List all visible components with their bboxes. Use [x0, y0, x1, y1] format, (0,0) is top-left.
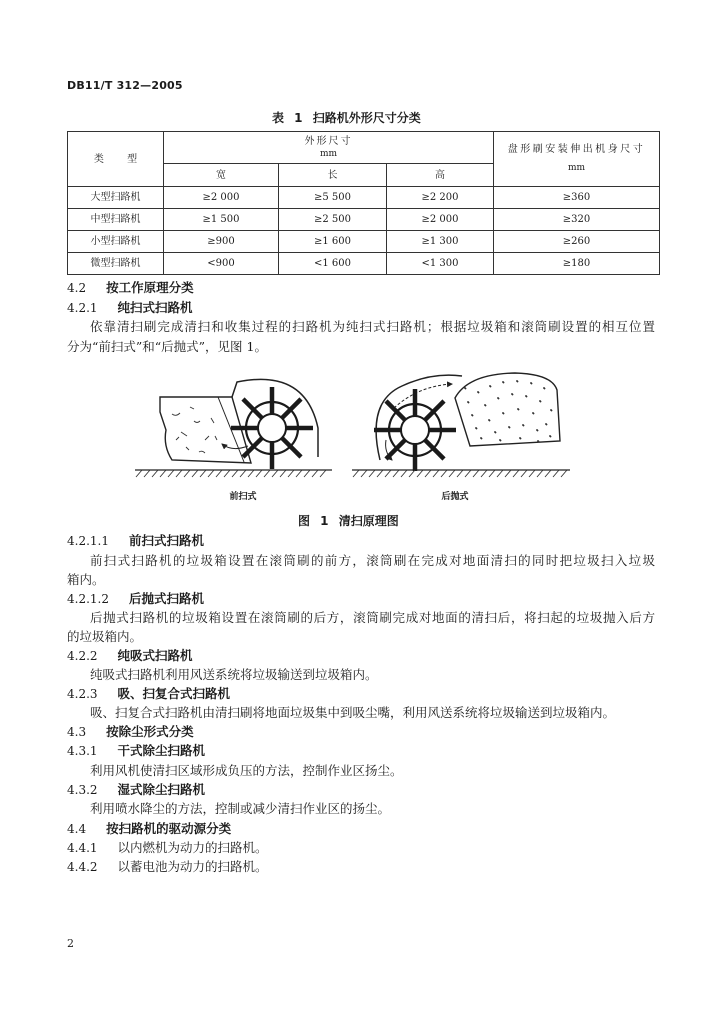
figure-label-rear-throw: 后抛式: [441, 492, 469, 502]
cell-height: ≥2 200: [387, 187, 494, 209]
cell-width: <900: [164, 253, 279, 275]
paragraph-line: 分为“前扫式”和“后抛式”，见图 1。: [67, 339, 267, 354]
ground-hatch: [136, 470, 326, 477]
paragraph-line: 后抛式扫路机的垃圾箱设置在滚筒刷的后方，滚筒刷完成对地面的清扫后，将扫起的垃圾抛入后方: [90, 610, 655, 625]
heading-4-4: [67, 821, 231, 837]
rear-throw-diagram: [352, 373, 570, 471]
heading-title: 后抛式扫路机: [128, 591, 204, 606]
paragraph-line: 吸、扫复合式扫路机由清扫刷将地面垃圾集中到吸尘嘴，利用风送系统将垃圾输送到垃圾箱内。: [90, 705, 616, 720]
cell-type: 微型扫路机: [68, 253, 164, 275]
heading-4-2-3: [67, 686, 230, 702]
page-number: 2: [67, 937, 74, 950]
heading-title: 湿式除尘扫路机: [117, 782, 206, 797]
heading-4-2-1-1: [67, 533, 204, 549]
table-row: [68, 187, 660, 209]
cell-brush: ≥320: [494, 209, 660, 231]
item-text: 以蓄电池为动力的扫路机。: [117, 859, 268, 874]
paragraph-line: 利用风机使清扫区域形成负压的方法，控制作业区扬尘。: [90, 763, 403, 778]
cell-brush: ≥180: [494, 253, 660, 275]
list-item-4-4-1: [67, 840, 268, 856]
figure-sweeping-principle: [0, 360, 724, 490]
ground-hatch: [353, 470, 567, 477]
cell-type: 小型扫路机: [68, 231, 164, 253]
header-brush-unit: mm: [567, 163, 586, 173]
front-sweep-diagram: [135, 379, 332, 470]
header-height: 高: [387, 164, 494, 187]
header-type-label: 类 型: [93, 153, 148, 165]
item-number: 4.4.2: [67, 860, 98, 874]
heading-number: 4.2.2: [67, 649, 98, 663]
garbage-box: [455, 373, 560, 446]
cell-length: ≥2 500: [279, 209, 387, 231]
cell-type: 大型扫路机: [68, 187, 164, 209]
cell-height: ≥2 000: [387, 209, 494, 231]
figure-caption: 图 1 清扫原理图: [298, 514, 399, 528]
heading-4-3-1: [67, 743, 205, 759]
header-cell-brush: [494, 132, 660, 187]
brush-hub: [258, 414, 286, 442]
heading-4-2: [67, 280, 194, 296]
table-row: [68, 231, 660, 253]
paragraph-line: 纯吸式扫路机利用风送系统将垃圾输送到垃圾箱内。: [90, 667, 378, 682]
header-cell-type: [68, 132, 164, 187]
heading-4-3: [67, 724, 194, 740]
heading-title: 吸、扫复合式扫路机: [117, 686, 231, 701]
item-text: 以内燃机为动力的扫路机。: [117, 840, 268, 855]
header-width: 宽: [164, 164, 279, 187]
heading-number: 4.3.1: [67, 744, 98, 758]
cell-length: ≥5 500: [279, 187, 387, 209]
cell-brush: ≥360: [494, 187, 660, 209]
paragraph-line: 的垃圾箱内。: [67, 629, 143, 644]
heading-title: 纯吸式扫路机: [117, 648, 193, 663]
heading-title: 按工作原理分类: [106, 280, 194, 295]
table-row: [68, 209, 660, 231]
cell-height: ≥1 300: [387, 231, 494, 253]
table-sweeper-dimensions: [67, 131, 660, 275]
heading-title: 前扫式扫路机: [128, 533, 204, 548]
heading-number: 4.2: [67, 281, 87, 295]
cell-width: ≥2 000: [164, 187, 279, 209]
heading-number: 4.3.2: [67, 783, 98, 797]
heading-title: 按扫路机的驱动源分类: [106, 821, 232, 836]
brush-hub: [401, 416, 429, 444]
heading-4-2-1-2: [67, 591, 204, 607]
heading-number: 4.2.3: [67, 687, 98, 701]
cell-length: ≥1 600: [279, 231, 387, 253]
cell-width: ≥900: [164, 231, 279, 253]
heading-number: 4.4: [67, 822, 87, 836]
heading-number: 4.2.1.2: [67, 592, 109, 606]
heading-4-2-2: [67, 648, 193, 664]
header-cell-dimensions: [164, 132, 494, 164]
cell-width: ≥1 500: [164, 209, 279, 231]
cell-type: 中型扫路机: [68, 209, 164, 231]
heading-number: 4.2.1.1: [67, 534, 109, 548]
paragraph-line: 依靠清扫刷完成清扫和收集过程的扫路机为纯扫式扫路机；根据垃圾箱和滚筒刷设置的相互位置: [90, 319, 655, 334]
heading-title: 按除尘形式分类: [106, 724, 194, 739]
heading-title: 干式除尘扫路机: [117, 743, 206, 758]
heading-4-3-2: [67, 782, 205, 798]
item-number: 4.4.1: [67, 841, 98, 855]
roller-brush: [374, 389, 456, 471]
table-caption: 表 1 扫路机外形尺寸分类: [272, 111, 421, 125]
paragraph-line: 利用喷水降尘的方法，控制或减少清扫作业区的扬尘。: [90, 801, 391, 816]
heading-number: 4.2.1: [67, 301, 98, 315]
paragraph-line: 前扫式扫路机的垃圾箱设置在滚筒刷的前方，滚筒刷在完成对地面清扫的同时把垃圾扫入垃圾: [90, 553, 655, 568]
paragraph-line: 箱内。: [67, 572, 105, 587]
header-dimensions-label: 外形尺寸: [304, 135, 353, 147]
figure-label-front-sweep: 前扫式: [229, 492, 257, 502]
heading-number: 4.3: [67, 725, 87, 739]
header-brush-label: 盘形刷安装伸出机身尺寸: [507, 144, 646, 155]
header-dimensions-unit: mm: [319, 148, 338, 159]
document-code: DB11/T 312—2005: [67, 79, 183, 92]
cell-height: <1 300: [387, 253, 494, 275]
header-length: 长: [279, 164, 387, 187]
heading-title: 纯扫式扫路机: [117, 300, 193, 315]
table-header-row: [68, 132, 660, 164]
heading-4-2-1: [67, 300, 193, 316]
cell-brush: ≥260: [494, 231, 660, 253]
table-row: [68, 253, 660, 275]
roller-brush: [231, 387, 313, 469]
cell-length: <1 600: [279, 253, 387, 275]
list-item-4-4-2: [67, 859, 268, 875]
